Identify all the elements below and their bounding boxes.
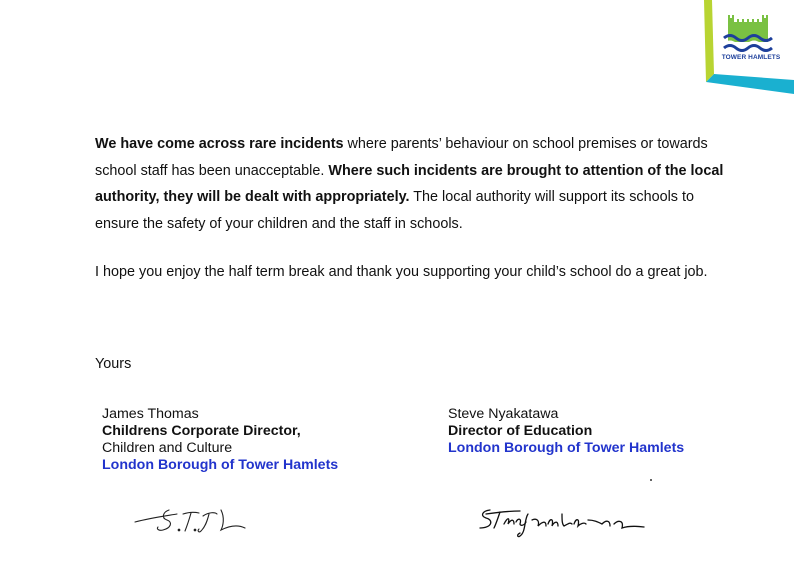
closing: Yours	[95, 356, 132, 372]
signatory-left-name: James Thomas	[102, 406, 199, 422]
letter-paragraph-2: I hope you enjoy the half term break and thank you supporting your child’s school do a great job.	[95, 264, 708, 280]
signatory-left	[102, 406, 338, 474]
signatory-right-title: Director of Education	[448, 423, 593, 439]
paragraph-1-bold-2: Where such incidents are brought to attention of the local authority, they will be dealt with appropriately.	[95, 162, 724, 205]
stray-mark	[650, 479, 652, 481]
paragraph-1-text-1: where parents’ behaviour on school premises or towards school staff has been unacceptable.	[95, 136, 708, 179]
signature-left	[125, 500, 265, 540]
signature-right	[476, 502, 651, 540]
signatory-right	[448, 406, 684, 457]
paragraph-1-text-2: The local authority will support its schools to ensure the safety of your children and the staff in schools.	[95, 189, 694, 232]
logo-wordmark: TOWER HAMLETS	[721, 54, 781, 61]
signatory-left-organisation: London Borough of Tower Hamlets	[102, 457, 339, 473]
signatory-left-title: Childrens Corporate Director,	[102, 423, 301, 439]
signatory-right-name: Steve Nyakatawa	[448, 406, 559, 422]
signatory-right-organisation: London Borough of Tower Hamlets	[448, 440, 685, 456]
tower-hamlets-logo	[690, 0, 794, 100]
paragraph-1-bold-1: We have come across rare incidents	[95, 136, 344, 152]
letter-paragraph-1	[95, 131, 735, 237]
signatory-left-department: Children and Culture	[102, 440, 233, 456]
